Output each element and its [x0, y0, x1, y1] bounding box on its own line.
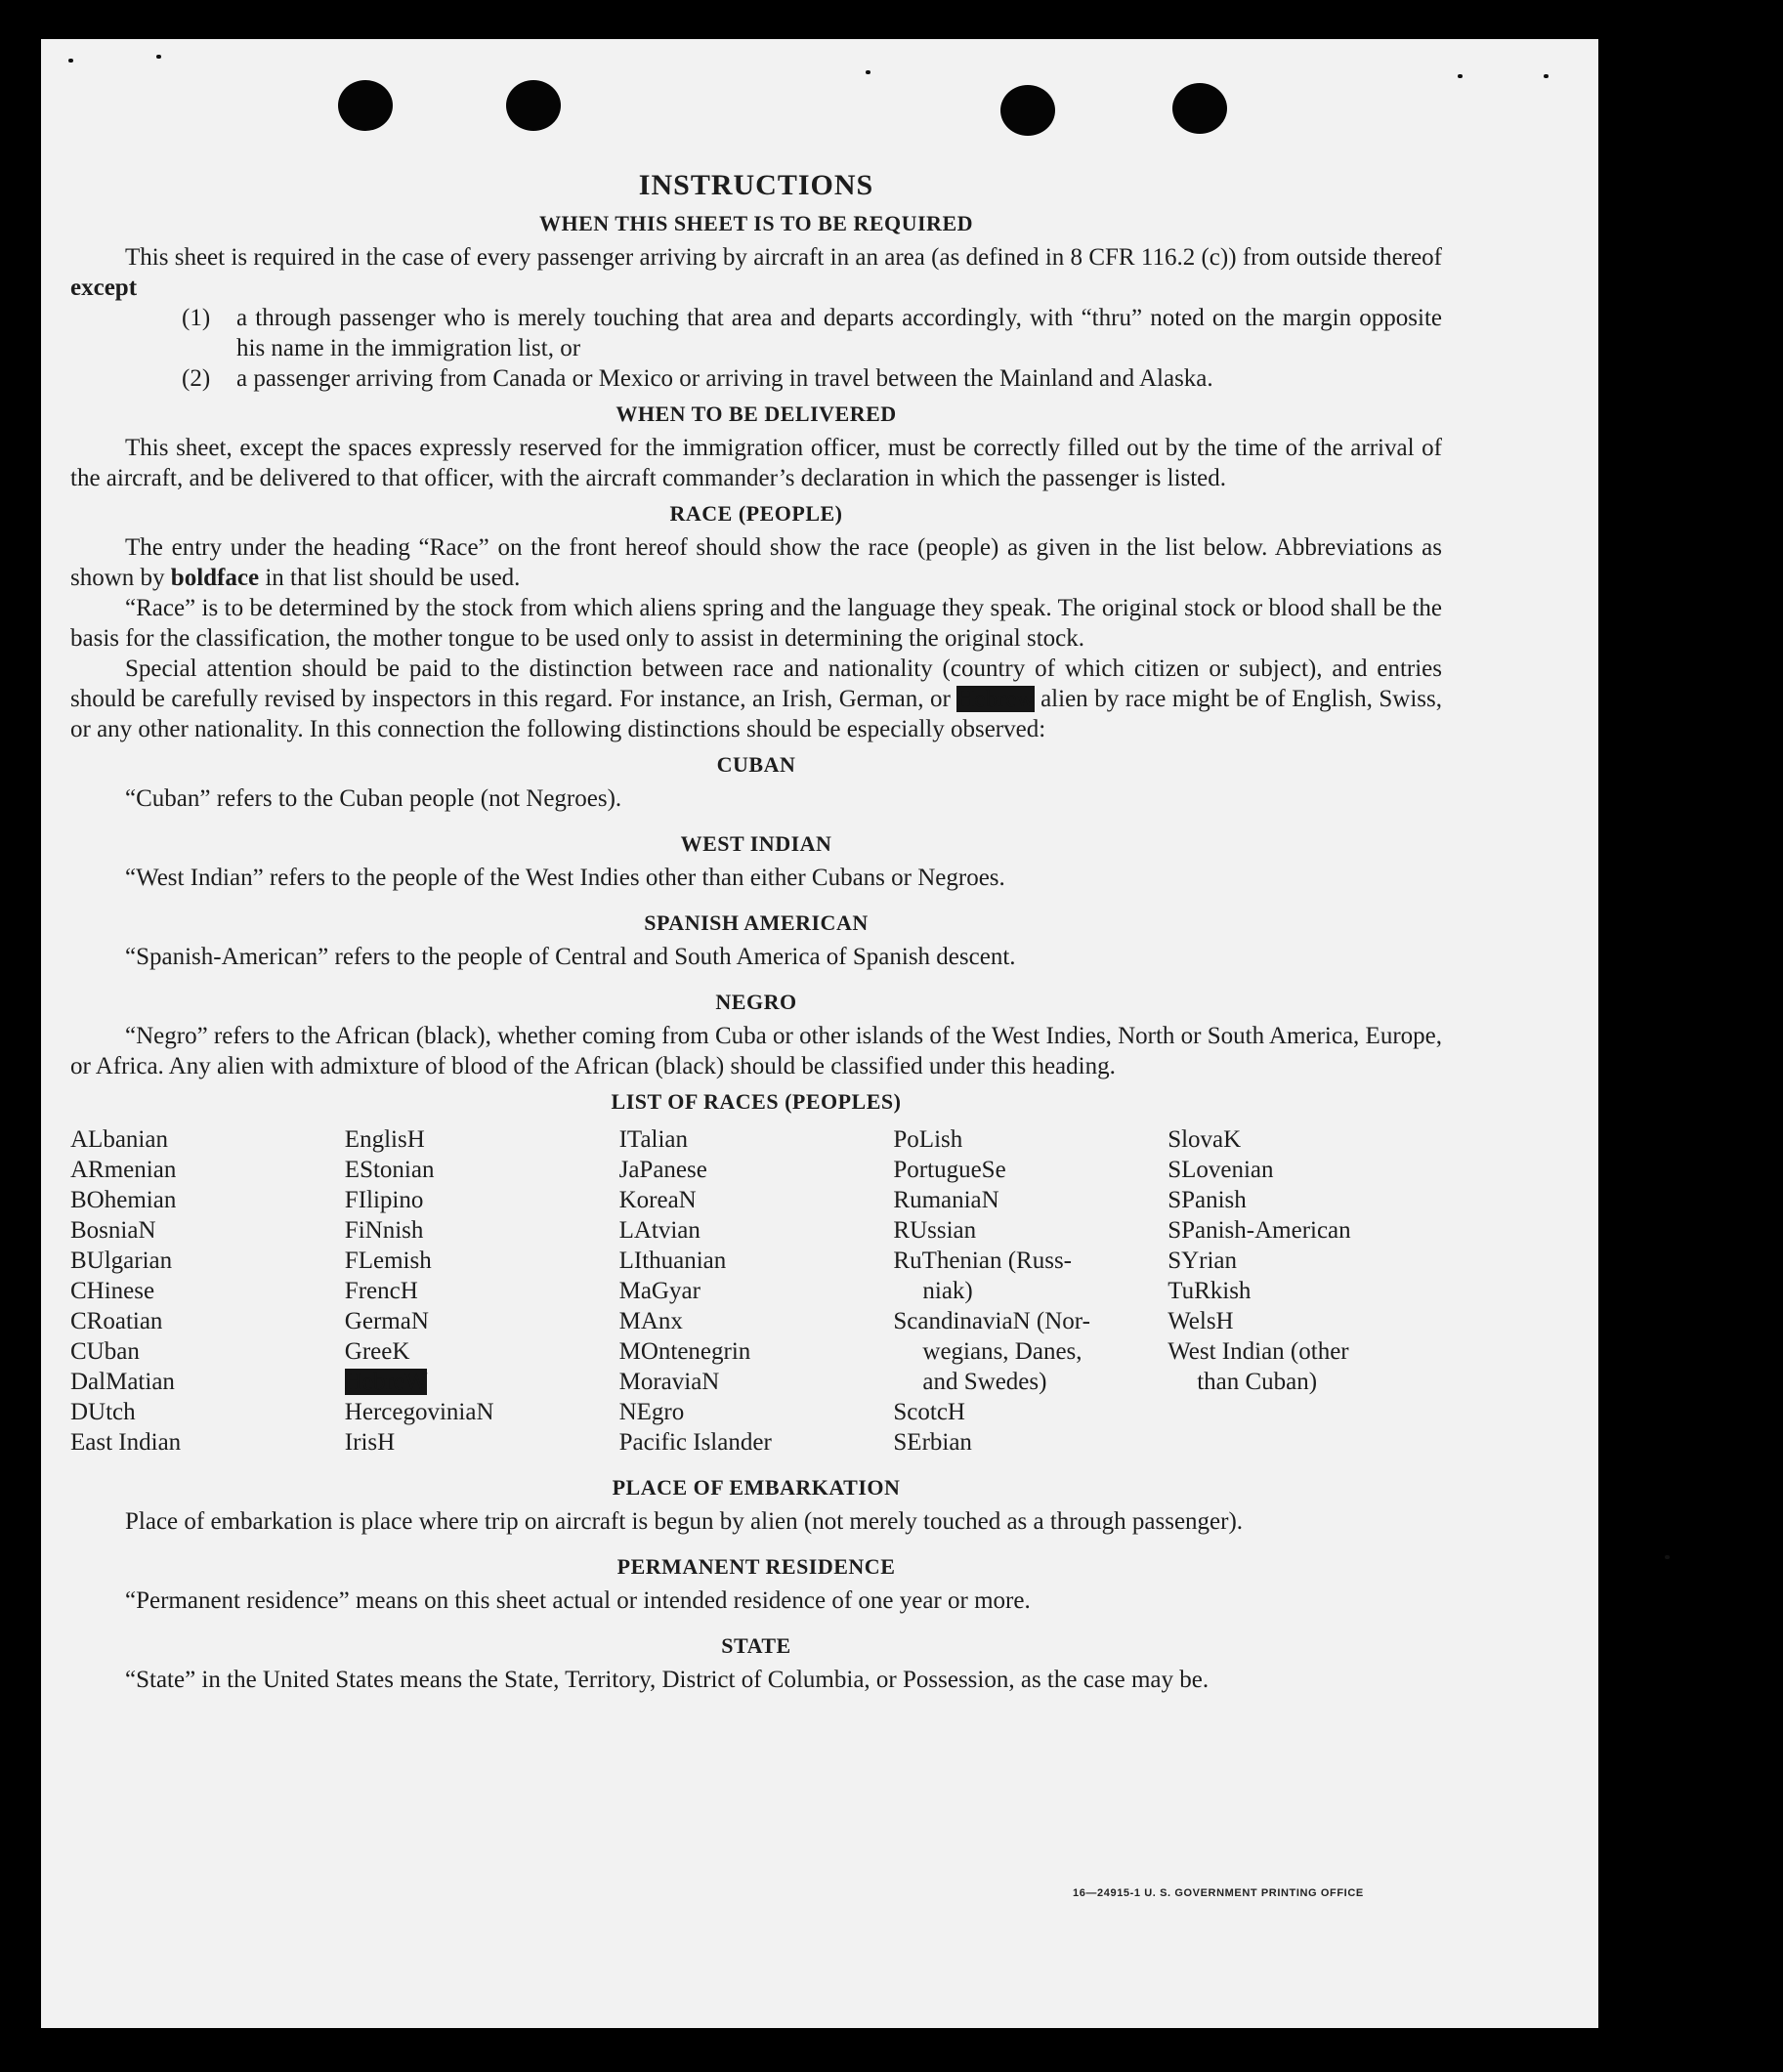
race-entry: SYrian: [1167, 1247, 1238, 1274]
race-entry: EnglisH: [344, 1126, 425, 1153]
race-entry: ScotcH: [893, 1399, 965, 1425]
race-entry: PoLish: [893, 1126, 963, 1153]
race-entry: LIthuanian: [618, 1247, 727, 1274]
race-entry: NEgro: [618, 1399, 685, 1425]
heading-negro: NEGRO: [715, 990, 797, 1014]
race-entry: CUban: [70, 1338, 140, 1365]
page-title: INSTRUCTIONS: [638, 169, 874, 201]
scan-speck: [68, 59, 73, 63]
delivered-text: This sheet, except the spaces expressly reserved for the immigration officer, must be correctly filled out by the time of the arrival of the aircraft, and be delivered to that officer, with the aircraft commander’s declaration in which the passenger is listed.: [70, 435, 1442, 491]
race-entry: SLovenian: [1167, 1157, 1274, 1183]
race-entry: MaGyar: [618, 1278, 700, 1304]
printing-office-footer: 16—24915-1 U. S. GOVERNMENT PRINTING OFFICE: [1073, 1887, 1364, 1899]
race-entry: ARmenian: [70, 1157, 177, 1183]
scan-speck: [1544, 74, 1549, 78]
race-entry: FLemish: [344, 1247, 432, 1274]
heading-residence: PERMANENT RESIDENCE: [616, 1554, 896, 1579]
race-entry: EStonian: [344, 1157, 435, 1183]
race-entry: DUtch: [70, 1399, 136, 1425]
race-entry: BosniaN: [70, 1217, 156, 1244]
race-entry: MoraviaN: [618, 1369, 720, 1395]
race-entry-continued: niak): [922, 1278, 973, 1304]
heading-race: RACE (PEOPLE): [669, 501, 843, 526]
race-entry: PortugueSe: [893, 1157, 1006, 1183]
state-text: “State” in the United States means the State, Territory, District of Columbia, or Possession, as the case may be.: [125, 1667, 1210, 1693]
heading-required: WHEN THIS SHEET IS TO BE REQUIRED: [538, 211, 974, 235]
races-column-3: [619, 1124, 894, 1458]
race-entry: East Indian: [70, 1429, 182, 1456]
race-entry: SErbian: [893, 1429, 972, 1456]
race-entry: LAtvian: [618, 1217, 700, 1244]
race-entry: IrisH: [344, 1429, 396, 1456]
race-entry: ALbanian: [70, 1126, 168, 1153]
race-entry: MAnx: [618, 1308, 683, 1334]
race-entry: DalMatian: [70, 1369, 175, 1395]
west-indian-text: “West Indian” refers to the people of the West Indies other than either Cubans or Negroes.: [125, 865, 1005, 891]
race-entry: WelsH: [1167, 1308, 1234, 1334]
heading-spanish-american: SPANISH AMERICAN: [644, 910, 869, 935]
punch-hole-2: [506, 80, 561, 131]
race-entry: SlovaK: [1167, 1126, 1242, 1153]
heading-state: STATE: [721, 1633, 791, 1658]
race-entry: FIlipino: [344, 1187, 424, 1213]
heading-delivered: WHEN TO BE DELIVERED: [616, 402, 897, 426]
race-entry: FiNnish: [344, 1217, 424, 1244]
race-entry: CRoatian: [70, 1308, 163, 1334]
race-entry-redacted: HebreW: [344, 1369, 428, 1395]
race-entry: BOhemian: [70, 1187, 177, 1213]
race-entry: JaPanese: [618, 1157, 707, 1183]
race-entry: Pacific Islander: [618, 1429, 772, 1456]
race-entry: GermaN: [344, 1308, 429, 1334]
heading-list-of-races: LIST OF RACES (PEOPLES): [611, 1089, 902, 1114]
race-entry: RUssian: [893, 1217, 977, 1244]
races-column-1: [70, 1124, 345, 1458]
race-paragraph-2: “Race” is to be determined by the stock from which aliens spring and the language they speak. The original stock or blood shall be the basis for the classification, the mother tongue to be used only to assist in determining the original stock.: [70, 595, 1442, 652]
race-entry: TuRkish: [1167, 1278, 1252, 1304]
race-paragraph-3: Special attention should be paid to the distinction between race and nationality (country of which citizen or subject), and entries should be carefully revised by inspectors in this regard. For instance, an Irish, German, or Hebrew alien by race might be of English, Swiss, or any other nationality. In this connection the following distinctions should be especially observed:: [70, 655, 1442, 742]
race-entry: BUlgarian: [70, 1247, 173, 1274]
races-column-2: [345, 1124, 619, 1458]
race-entry-continued: than Cuban): [1197, 1369, 1318, 1395]
heading-embarkation: PLACE OF EMBARKATION: [612, 1475, 901, 1500]
scan-speck: [156, 55, 161, 59]
race-entry: FrencH: [344, 1278, 418, 1304]
race-entry: GreeK: [344, 1338, 410, 1365]
negro-text: “Negro” refers to the African (black), whether coming from Cuba or other islands of the West Indies, North or South America, Europe, or Africa. Any alien with admixture of blood of the African (black) should be classified under this heading.: [70, 1023, 1442, 1079]
scan-speck: [1458, 74, 1463, 78]
race-entry: KoreaN: [618, 1187, 697, 1213]
race-entry-continued: wegians, Danes,: [922, 1338, 1083, 1365]
race-entry: MOntenegrin: [618, 1338, 751, 1365]
race-entry-continued: and Swedes): [922, 1369, 1047, 1395]
cuban-text: “Cuban” refers to the Cuban people (not Negroes).: [125, 785, 622, 812]
race-entry: HercegoviniaN: [344, 1399, 494, 1425]
race-entry: RumaniaN: [893, 1187, 999, 1213]
residence-text: “Permanent residence” means on this sheet actual or intended residence of one year or more.: [125, 1587, 1031, 1614]
punch-hole-1: [338, 80, 393, 131]
race-paragraph-1: The entry under the heading “Race” on the front hereof should show the race (people) as given in the list below. Abbreviations as shown by boldface in that list should be used.: [70, 534, 1442, 591]
embarkation-text: Place of embarkation is place where trip on aircraft is begun by alien (not merely touched as a through passenger).: [125, 1508, 1244, 1535]
scan-speck: [866, 70, 870, 74]
race-entry: SPanish: [1167, 1187, 1247, 1213]
races-column-4: [893, 1124, 1167, 1458]
punch-hole-4: [1172, 83, 1227, 134]
race-entry: ScandinaviaN (Nor-: [893, 1308, 1090, 1334]
instructions-body: [70, 168, 1442, 1695]
required-intro: This sheet is required in the case of every passenger arriving by aircraft in an area (as defined in 8 CFR 116.2 (c)) from outside thereof except: [70, 244, 1442, 301]
race-entry: ITalian: [618, 1126, 689, 1153]
race-entry: SPanish-American: [1167, 1217, 1351, 1244]
redacted-word: Hebrew: [956, 686, 1035, 712]
required-item-2: (2) a passenger arriving from Canada or Mexico or arriving in travel between the Mainland and Alaska.: [182, 365, 1213, 392]
race-entry: RuThenian (Russ-: [893, 1247, 1073, 1274]
races-list: [70, 1124, 1442, 1458]
heading-cuban: CUBAN: [716, 752, 796, 777]
punch-hole-3: [1000, 85, 1055, 136]
race-entry: CHinese: [70, 1278, 155, 1304]
races-column-5: [1167, 1124, 1442, 1458]
race-entry: West Indian (other: [1167, 1338, 1349, 1365]
heading-west-indian: WEST INDIAN: [680, 831, 832, 856]
required-item-1: (1) a through passenger who is merely touching that area and departs accordingly, with “thru” noted on the margin opposite his name in the immigration list, or: [182, 305, 1442, 361]
scan-speck: [1665, 1555, 1670, 1559]
spanish-american-text: “Spanish-American” refers to the people of Central and South America of Spanish descent.: [125, 944, 1016, 970]
